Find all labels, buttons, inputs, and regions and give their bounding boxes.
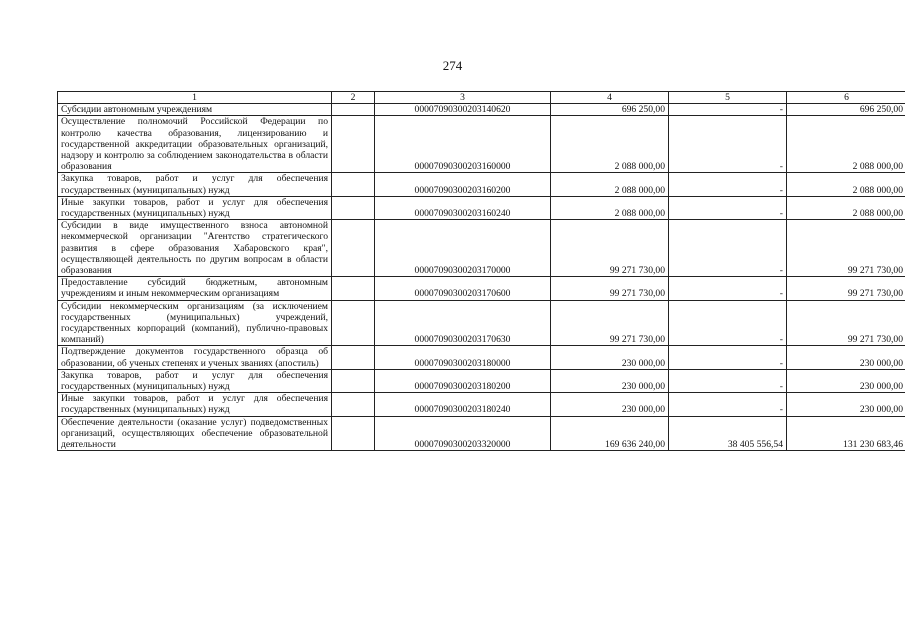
- column-header: 2: [332, 92, 375, 104]
- row-code: 00007090300203180200: [375, 369, 551, 392]
- row-amount: 99 271 730,00: [551, 277, 669, 300]
- row-amount: 169 636 240,00: [551, 416, 669, 451]
- row-col2-empty: [332, 393, 375, 416]
- row-name: Осуществление полномочий Российской Федерации по контролю качества образования, лицензированию и государственной аккредитации образовательных организаций, надзору и контролю за соблюдением законодательства в области образования: [58, 116, 332, 173]
- column-header: 3: [375, 92, 551, 104]
- row-col2-empty: [332, 220, 375, 277]
- row-name: Иные закупки товаров, работ и услуг для обеспечения государственных (муниципальных) нужд: [58, 196, 332, 219]
- row-total: 131 230 683,46: [787, 416, 905, 451]
- row-total: 230 000,00: [787, 393, 905, 416]
- row-col2-empty: [332, 173, 375, 196]
- row-name: Закупка товаров, работ и услуг для обеспечения государственных (муниципальных) нужд: [58, 173, 332, 196]
- row-total: 230 000,00: [787, 369, 905, 392]
- row-code: 00007090300203180240: [375, 393, 551, 416]
- row-total: 230 000,00: [787, 346, 905, 369]
- column-header: 1: [58, 92, 332, 104]
- row-col2-empty: [332, 104, 375, 116]
- row-change: -: [669, 277, 787, 300]
- row-amount: 2 088 000,00: [551, 116, 669, 173]
- row-amount: 230 000,00: [551, 369, 669, 392]
- row-change: -: [669, 196, 787, 219]
- table-row: [58, 393, 905, 416]
- row-name: Предоставление субсидий бюджетным, автономным учреждениям и иным некоммерческим организациям: [58, 277, 332, 300]
- row-total: 2 088 000,00: [787, 196, 905, 219]
- row-col2-empty: [332, 116, 375, 173]
- row-total: 99 271 730,00: [787, 277, 905, 300]
- row-col2-empty: [332, 196, 375, 219]
- row-total: 2 088 000,00: [787, 173, 905, 196]
- table-row: [58, 300, 905, 346]
- row-amount: 2 088 000,00: [551, 196, 669, 219]
- row-name: Субсидии в виде имущественного взноса автономной некоммерческой организации "Агентство стратегического развития в сфере образования Хабаровского края", осуществляющей деятельность по другим вопросам в области образования: [58, 220, 332, 277]
- row-name: Закупка товаров, работ и услуг для обеспечения государственных (муниципальных) нужд: [58, 369, 332, 392]
- table-row: [58, 173, 905, 196]
- page-number: 274: [442, 58, 463, 73]
- table-row: [58, 196, 905, 219]
- row-change: -: [669, 346, 787, 369]
- row-name: Обеспечение деятельности (оказание услуг) подведомственных организаций, осуществляющих обеспечение образовательной деятельности: [58, 416, 332, 451]
- row-change: -: [669, 393, 787, 416]
- row-total: 99 271 730,00: [787, 220, 905, 277]
- row-code: 00007090300203160240: [375, 196, 551, 219]
- row-change: -: [669, 173, 787, 196]
- column-header: 6: [787, 92, 905, 104]
- row-amount: 230 000,00: [551, 346, 669, 369]
- table-row: [58, 116, 905, 173]
- budget-table: [57, 91, 905, 451]
- row-col2-empty: [332, 369, 375, 392]
- row-amount: 2 088 000,00: [551, 173, 669, 196]
- table-row: [58, 104, 905, 116]
- row-col2-empty: [332, 300, 375, 346]
- row-change: -: [669, 220, 787, 277]
- row-amount: 99 271 730,00: [551, 300, 669, 346]
- row-code: 00007090300203170630: [375, 300, 551, 346]
- table-row: [58, 416, 905, 451]
- row-total: 99 271 730,00: [787, 300, 905, 346]
- row-name: Подтверждение документов государственного образца об образовании, об ученых степенях и ученых званиях (апостиль): [58, 346, 332, 369]
- table-row: [58, 346, 905, 369]
- column-header: 5: [669, 92, 787, 104]
- row-change: -: [669, 104, 787, 116]
- row-name: Иные закупки товаров, работ и услуг для обеспечения государственных (муниципальных) нужд: [58, 393, 332, 416]
- row-code: 00007090300203320000: [375, 416, 551, 451]
- row-code: 00007090300203170000: [375, 220, 551, 277]
- row-col2-empty: [332, 346, 375, 369]
- row-total: 696 250,00: [787, 104, 905, 116]
- row-code: 00007090300203160200: [375, 173, 551, 196]
- table-row: [58, 369, 905, 392]
- row-amount: 230 000,00: [551, 393, 669, 416]
- row-col2-empty: [332, 416, 375, 451]
- row-code: 00007090300203160000: [375, 116, 551, 173]
- row-amount: 696 250,00: [551, 104, 669, 116]
- row-code: 00007090300203140620: [375, 104, 551, 116]
- row-change: 38 405 556,54: [669, 416, 787, 451]
- row-amount: 99 271 730,00: [551, 220, 669, 277]
- row-name: Субсидии автономным учреждениям: [58, 104, 332, 116]
- row-col2-empty: [332, 277, 375, 300]
- row-change: -: [669, 300, 787, 346]
- row-total: 2 088 000,00: [787, 116, 905, 173]
- column-header: 4: [551, 92, 669, 104]
- row-change: -: [669, 116, 787, 173]
- row-name: Субсидии некоммерческим организациям (за исключением государственных (муниципальных) учреждений, государственных корпораций (компаний), публично-правовых компаний): [58, 300, 332, 346]
- table-row: [58, 277, 905, 300]
- row-code: 00007090300203180000: [375, 346, 551, 369]
- row-change: -: [669, 369, 787, 392]
- row-code: 00007090300203170600: [375, 277, 551, 300]
- table-header-row: [58, 92, 905, 104]
- table-row: [58, 220, 905, 277]
